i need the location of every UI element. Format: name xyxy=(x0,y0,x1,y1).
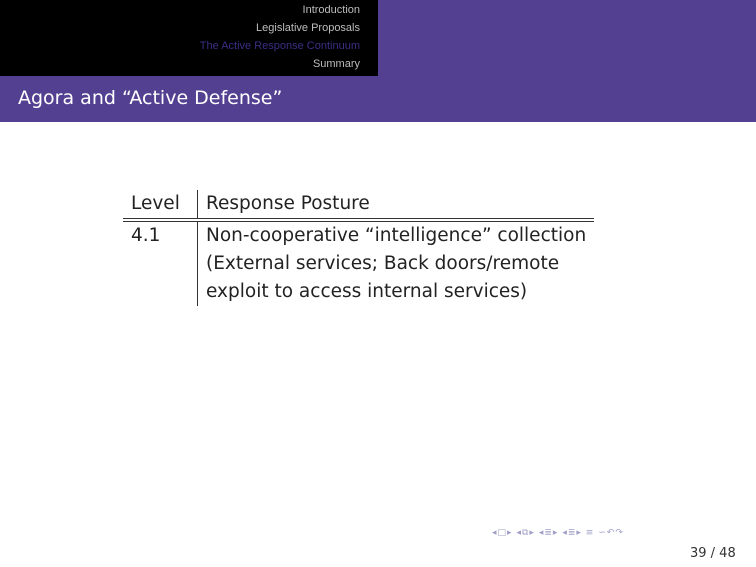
table-row xyxy=(123,220,594,306)
frame-title-bar xyxy=(0,76,756,122)
align-icon[interactable]: ≡ xyxy=(585,528,595,538)
subsection-icon[interactable]: ⧉ xyxy=(521,528,530,538)
beamer-navigation-symbols xyxy=(492,528,624,538)
sub-next-icon[interactable]: ▸ xyxy=(576,528,582,538)
frame-next-icon[interactable]: ▸ xyxy=(507,528,513,538)
section-next-icon[interactable]: ▸ xyxy=(552,528,559,538)
section-link-active-response-continuum[interactable]: The Active Response Continuum xyxy=(199,40,360,52)
response-posture-table xyxy=(123,190,594,306)
frame-icon[interactable]: □ xyxy=(497,528,508,538)
forward-icon[interactable]: ↷ xyxy=(615,528,624,538)
table-header-row xyxy=(123,190,594,220)
table xyxy=(123,190,594,306)
response-line-1: Non-cooperative “intelligence” collection xyxy=(206,225,587,246)
section-icon[interactable]: ≣ xyxy=(544,528,553,538)
column-header-level: Level xyxy=(123,190,198,220)
response-posture-cell xyxy=(198,220,595,306)
subsection-prev-icon[interactable]: ◂ xyxy=(516,528,522,538)
section-link-summary[interactable]: Summary xyxy=(312,58,360,70)
sub-icon[interactable]: ≣ xyxy=(567,528,577,538)
response-line-2: (External services; Back doors/remote xyxy=(206,253,560,274)
headline-bar xyxy=(0,0,756,76)
level-cell: 4.1 xyxy=(123,220,198,306)
section-navigation xyxy=(0,0,378,76)
search-icon[interactable]: ∽ xyxy=(598,528,607,538)
section-link-legislative-proposals[interactable]: Legislative Proposals xyxy=(256,22,360,34)
section-prev-icon[interactable]: ◂ xyxy=(538,528,545,538)
frame-prev-icon[interactable]: ◂ xyxy=(492,528,498,538)
back-icon[interactable]: ↶ xyxy=(606,528,616,538)
section-link-introduction[interactable]: Introduction xyxy=(302,4,360,16)
column-header-response-posture: Response Posture xyxy=(206,193,370,214)
page-number: 39 / 48 xyxy=(690,546,736,561)
subsection-navigation xyxy=(378,0,756,76)
frame-title: Agora and “Active Defense” xyxy=(18,87,283,109)
subsection-next-icon[interactable]: ▸ xyxy=(529,528,535,538)
response-line-3: exploit to access internal services) xyxy=(206,281,528,302)
sub-prev-icon[interactable]: ◂ xyxy=(562,528,568,538)
